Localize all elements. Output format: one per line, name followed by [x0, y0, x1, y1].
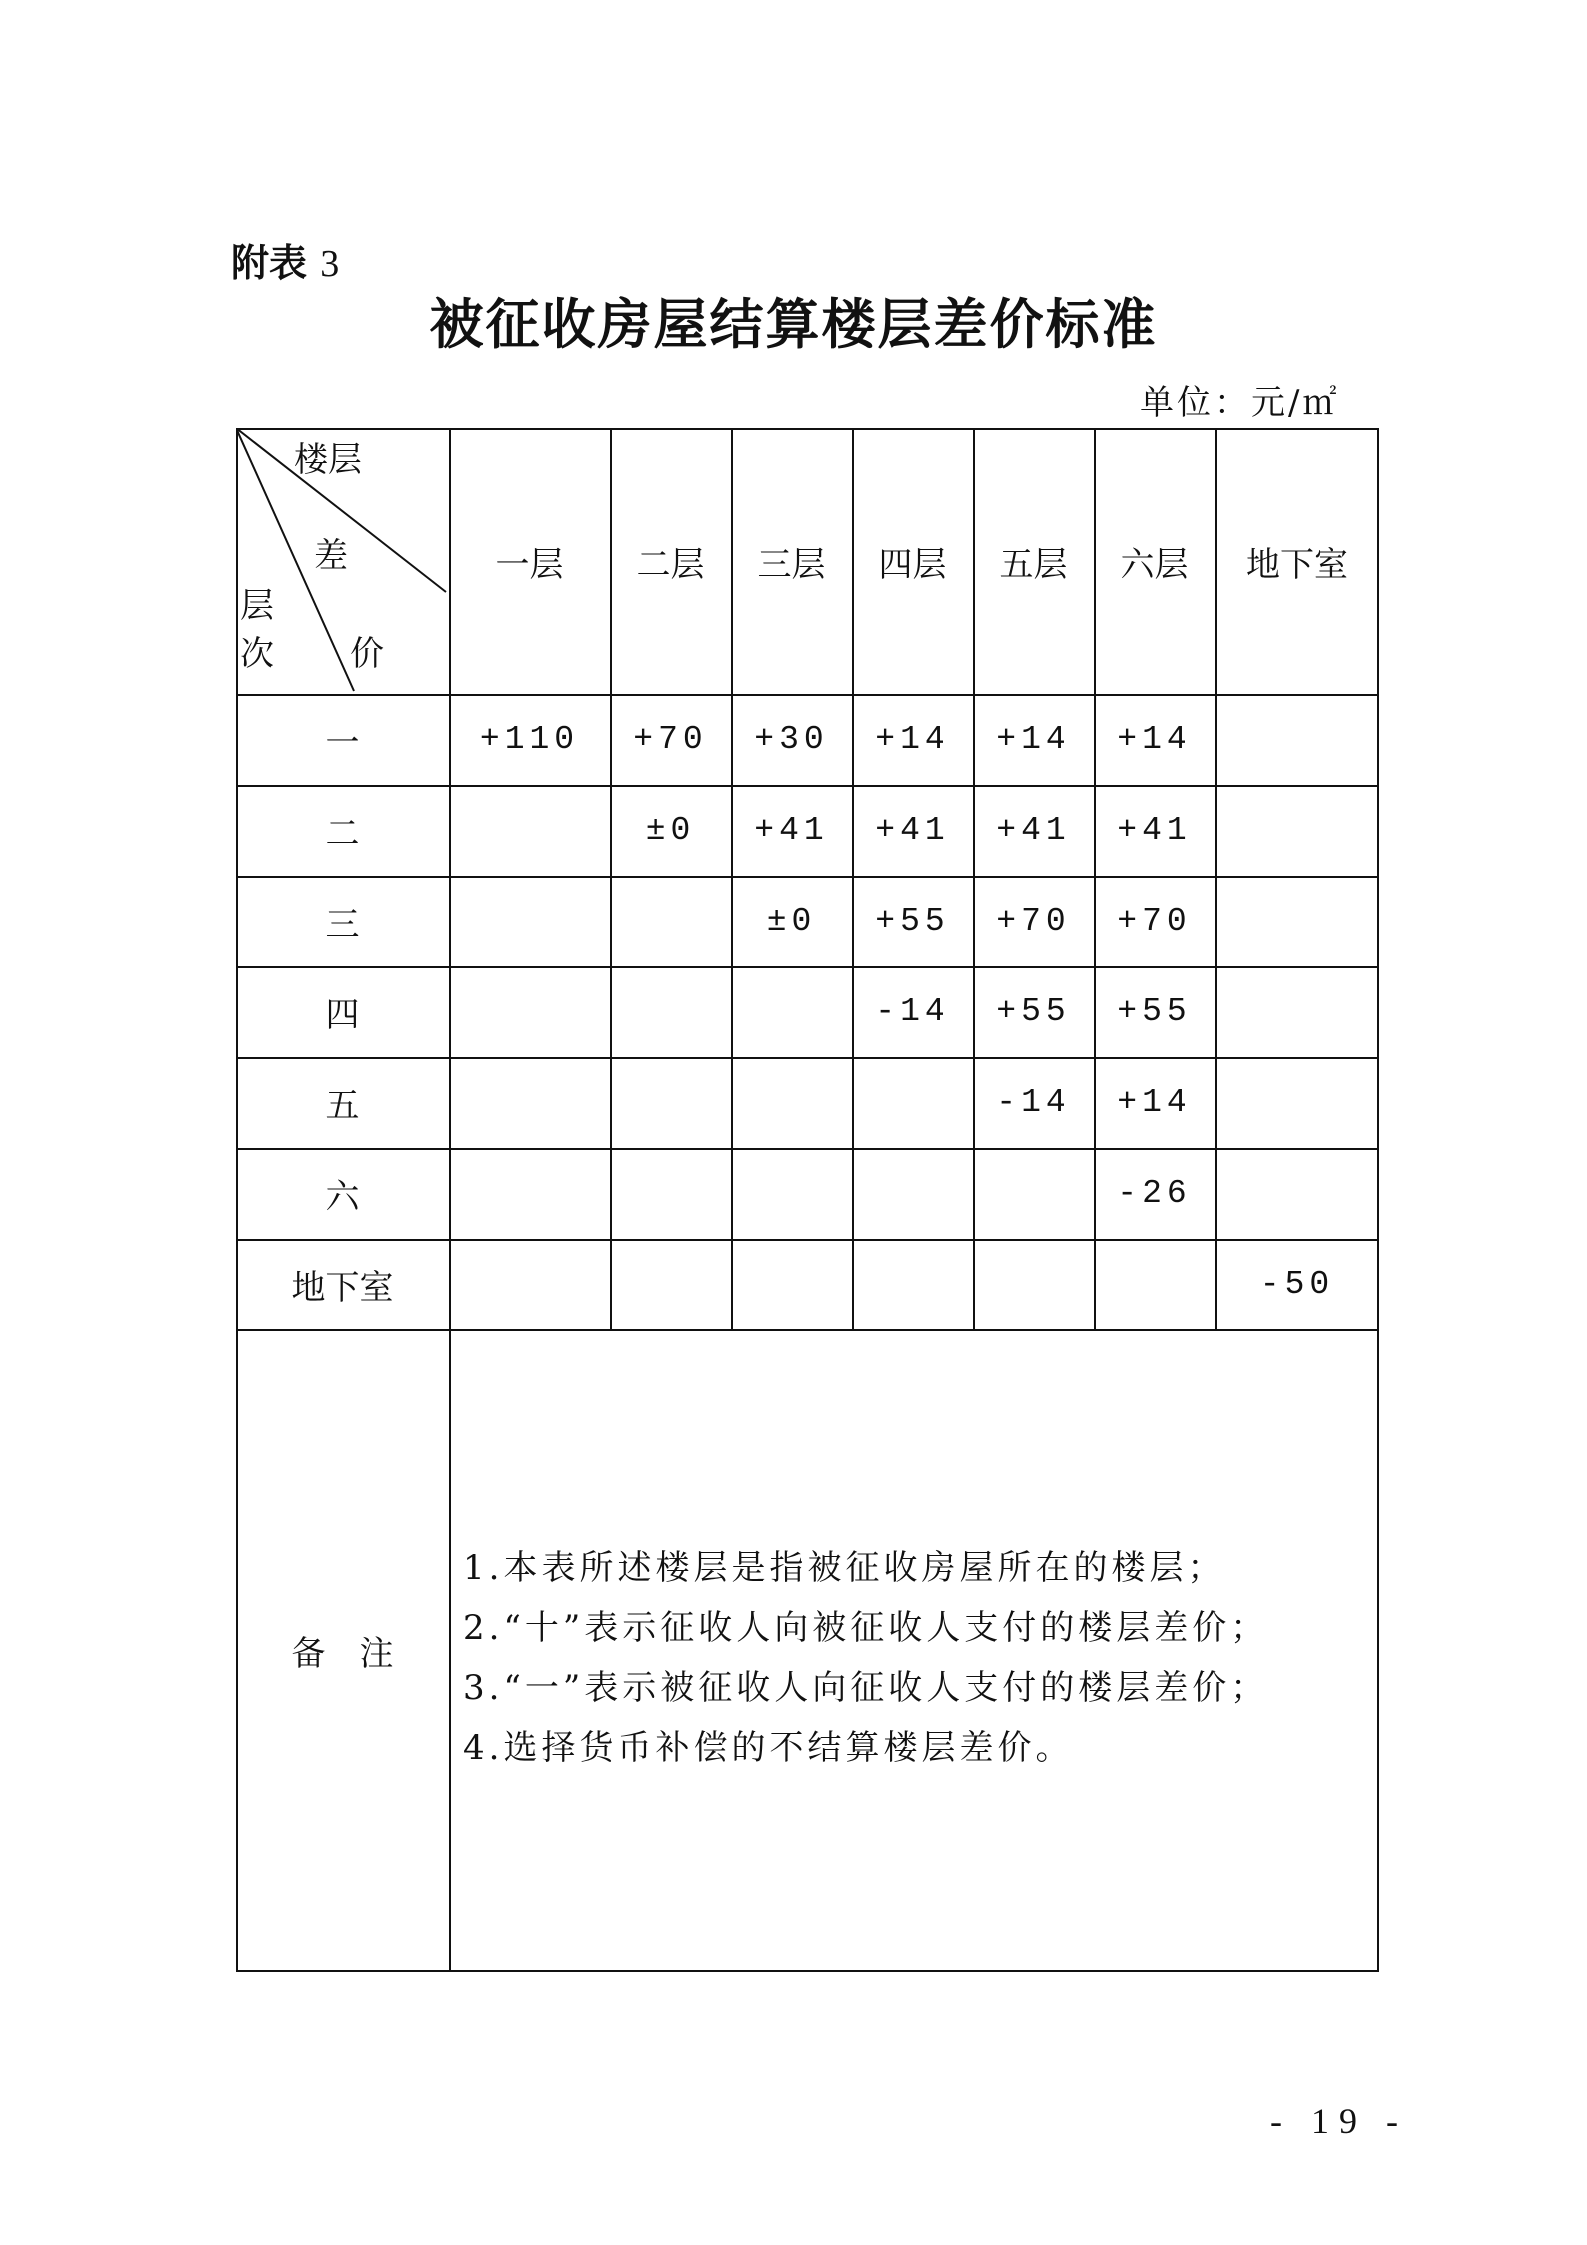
corner-level-bottom: 次	[240, 634, 274, 674]
table-cell: +55	[875, 902, 950, 940]
table-cell: +110	[479, 721, 580, 758]
column-header: 四层	[878, 544, 947, 585]
row-header: 地下室	[291, 1267, 394, 1308]
row-header: 三	[325, 904, 360, 945]
column-header: 一层	[495, 544, 564, 585]
table-cell: +55	[996, 993, 1071, 1030]
table-cell: -14	[875, 993, 950, 1030]
corner-diagonal-lines	[236, 428, 448, 693]
column-header: 地下室	[1246, 544, 1348, 585]
column-header: 六层	[1120, 544, 1189, 585]
table-cell: +70	[1117, 902, 1192, 940]
table-cell: +14	[996, 721, 1071, 758]
table-cell: +14	[1117, 721, 1192, 758]
table-cell: ±0	[645, 812, 696, 849]
table-cell: +14	[875, 721, 950, 758]
note-line: 1.本表所述楼层是指被征收房屋所在的楼层；	[463, 1548, 1226, 1588]
corner-level-top: 层	[240, 586, 274, 626]
table-cell: -14	[996, 1084, 1071, 1121]
appendix-label	[231, 232, 339, 287]
table-cell: ±0	[766, 902, 817, 940]
notes-list	[463, 1538, 1268, 1778]
appendix-number: 3	[320, 243, 340, 285]
corner-diff-bottom: 价	[350, 634, 384, 674]
table-cell: +41	[996, 812, 1071, 849]
table-cell: +41	[754, 812, 829, 849]
unit-label: 单位：元/㎡	[1140, 383, 1340, 423]
table-cell: +70	[996, 902, 1071, 940]
note-line: 2.“十”表示征收人向被征收人支付的楼层差价；	[463, 1608, 1269, 1648]
table-cell: +55	[1117, 993, 1192, 1030]
note-line: 4.选择货币补偿的不结算楼层差价。	[463, 1728, 1074, 1768]
table-cell: +30	[754, 721, 829, 758]
row-header: 五	[325, 1086, 360, 1126]
note-line: 3.“一”表示被征收人向征收人支付的楼层差价；	[463, 1668, 1269, 1708]
row-header: 六	[325, 1177, 360, 1217]
table-cell: +14	[1117, 1084, 1192, 1121]
row-header: 四	[325, 995, 360, 1035]
table-cell: -50	[1259, 1265, 1335, 1303]
table-cell: +70	[633, 721, 708, 758]
corner-diff-top: 差	[314, 536, 348, 576]
table-cell: +41	[875, 812, 950, 849]
page-title: 被征收房屋结算楼层差价标准	[429, 292, 1158, 356]
column-header: 二层	[636, 544, 705, 585]
table-cell: -26	[1117, 1175, 1192, 1212]
column-header: 五层	[999, 544, 1068, 585]
notes-label: 备 注	[291, 1634, 394, 1674]
row-header: 一	[325, 723, 360, 763]
row-header: 二	[325, 814, 360, 854]
column-header: 三层	[757, 544, 826, 585]
table-cell: +41	[1117, 812, 1192, 849]
page-number: - 19 -	[1270, 2101, 1408, 2141]
corner-floor-label: 楼层	[294, 440, 362, 480]
appendix-label-text: 附表	[231, 241, 308, 285]
